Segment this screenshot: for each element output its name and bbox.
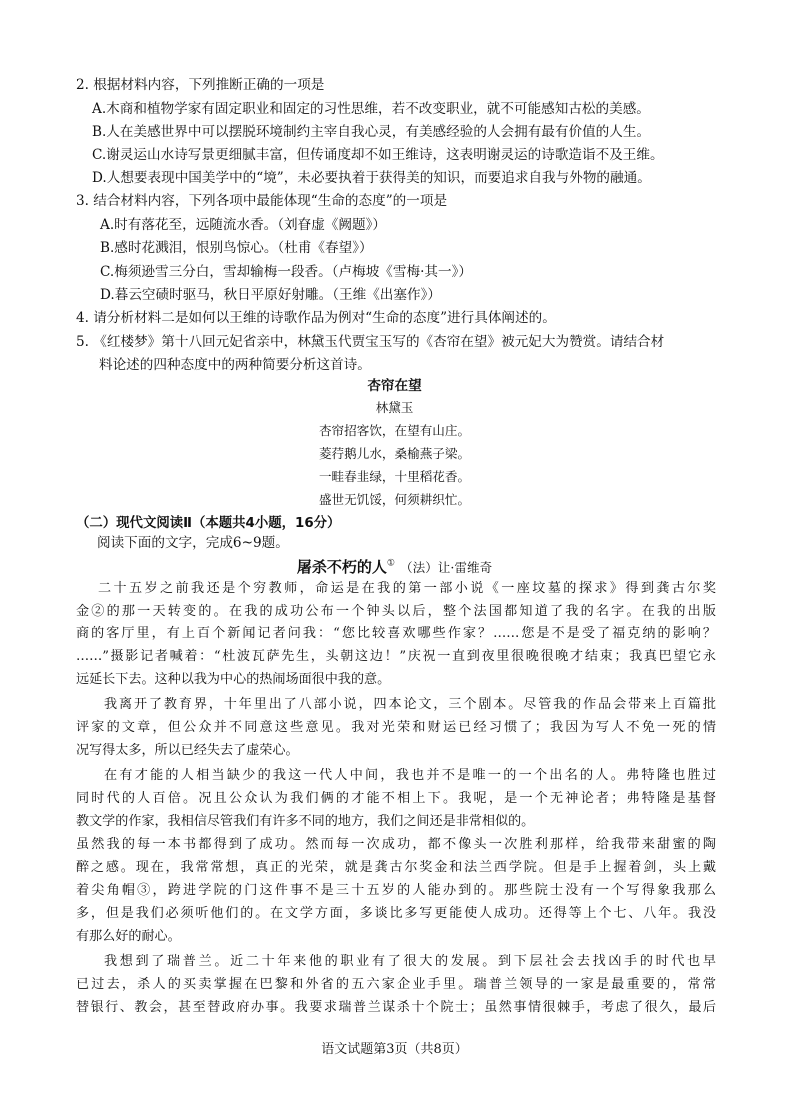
question-2-option-c: C.谢灵运山水诗写景更细腻丰富，但传诵度却不如王维诗，这表明谢灵运的诗歌造诣不及王维。 xyxy=(92,147,664,163)
story-title-line xyxy=(0,556,789,577)
story-line: 况写得太多，所以已经失去了虚荣心。 xyxy=(76,743,299,758)
question-5-line-1: 5. 《红楼梦》第十八回元妃省亲中，林黛玉代贾宝玉写的《杏帘在望》被元妃大为赞赏。请结合材 xyxy=(76,334,665,350)
story-line: 多，但是我们必须听他们的。在文学方面，多谈比多写更能使人成功。还得等上个七、八年。我没 xyxy=(76,906,716,921)
story-line: 虽然我的每一本书都得到了成功。然而每一次成功，都不像头一次胜利那样，给我带来甜蜜的陶 xyxy=(76,837,716,852)
section-heading: （二）现代文阅读Ⅱ（本题共4小题，16分） xyxy=(76,516,341,531)
poem-author: 林黛玉 xyxy=(375,400,414,415)
page-footer: 语文试题第3页（共8页） xyxy=(321,1042,468,1057)
poem-line: 菱荇鹅儿水，桑榆燕子梁。 xyxy=(318,446,471,461)
question-3-option-d: D.暮云空碛时驱马，秋日平原好射雕。（王维《出塞作》） xyxy=(100,287,441,303)
question-3-stem: 3. 结合材料内容，下列各项中最能体现“生命的态度”的一项是 xyxy=(76,193,448,209)
story-line: 我离开了教育界，十年里出了八部小说，四本论文，三个剧本。尽管我的作品会带来上百篇批 xyxy=(104,697,716,712)
section-instruction: 阅读下面的文字，完成6~9题。 xyxy=(97,535,289,551)
question-2-stem: 2. 根据材料内容，下列推断正确的一项是 xyxy=(76,77,325,93)
poem-line: 一畦春韭绿，十里稻花香。 xyxy=(318,469,471,484)
question-3-option-c: C.梅须逊雪三分白，雪却输梅一段香。（卢梅坡《雪梅·其一》） xyxy=(100,264,472,280)
story-line: 醉之感。现在，我常常想，真正的光荣，就是龚古尔奖金和法兰西学院。但是手上握着剑，头上戴 xyxy=(76,860,716,875)
story-line: 在有才能的人相当缺少的我这一代人中间，我也并不是唯一的一个出名的人。弗特隆也胜过 xyxy=(104,768,716,783)
poem-line: 盛世无饥馁，何须耕织忙。 xyxy=(318,492,471,507)
question-2-option-d: D.人想要表现中国美学中的“境”，未必要执着于获得美的知识，而要追求自我与外物的融通。 xyxy=(92,170,651,186)
question-2-option-b: B.人在美感世界中可以摆脱环境制约主宰自我心灵，有美感经验的人会拥有最有价值的人生。 xyxy=(92,124,651,140)
question-2-option-a: A.木商和植物学家有固定职业和固定的习性思维，若不改变职业，就不可能感知古松的美感。 xyxy=(92,101,650,117)
story-line: 商的客厅里，有上百个新闻记者问我：“您比较喜欢哪些作家？……您是不是受了福克纳的影响？ xyxy=(76,626,716,641)
story-line: 金②的那一天转变的。在我的成功公布一个钟头以后，整个法国都知道了我的名字。在我的出版 xyxy=(76,604,716,619)
question-3-option-a: A.时有落花至，远随流水香。（刘眘虚《阙题》） xyxy=(100,217,387,233)
story-line: 已过去，杀人的买卖掌握在巴黎和外省的五六家企业手里。瑞普兰领导的一家是最重要的，常常 xyxy=(76,977,716,992)
question-5-line-2: 料论述的四种态度中的两种简要分析这首诗。 xyxy=(99,357,371,373)
story-line: 教文学的作家，我相信尽管我们有许多不同的地方，我们之间还是非常相似的。 xyxy=(76,814,535,829)
story-line: 二十五岁之前我还是个穷教师，命运是在我的第一部小说《一座坟墓的探求》得到龚古尔奖 xyxy=(98,581,716,596)
story-line: 我想到了瑞普兰。近二十年来他的职业有了很大的发展。到下层社会去找凶手的时代也早 xyxy=(104,954,716,969)
story-line: 评家的文章，但公众并不同意这些意见。我对光荣和财运已经习惯了；我因为写人不免一死的情 xyxy=(76,720,716,735)
poem-title: 杏帘在望 xyxy=(367,378,422,394)
poem-line: 杏帘招客饮，在望有山庄。 xyxy=(318,423,471,438)
story-line: 远延长下去。这种以我为中心的热闹场面很中我的意。 xyxy=(76,672,391,687)
story-line: 替银行、教会，甚至替政府办事。我要求瑞普兰谋杀十个院士；虽然事情很棘手，考虑了很久，最后 xyxy=(76,1000,716,1015)
story-line: ……”摄影记者喊着：“杜波瓦萨先生，头朝这边！”庆祝一直到夜里很晚很晚才结束；我真巴望它永 xyxy=(76,649,716,664)
story-line: 同时代的人百倍。况且公众认为我们俩的才能不相上下。我呢，是一个无神论者；弗特隆是基督 xyxy=(76,791,716,806)
footnote-mark: ① xyxy=(386,558,395,569)
story-line: 着尖角帽③，跨进学院的门这件事不是三十五岁的人能办到的。那些院士没有一个写得象我那么 xyxy=(76,883,716,898)
story-title: 屠杀不朽的人 xyxy=(296,558,387,576)
question-3-option-b: B.感时花溅泪，恨别鸟惊心。（杜甫《春望》） xyxy=(100,240,373,256)
story-line: 有那么好的耐心。 xyxy=(76,929,181,944)
question-4: 4. 请分析材料二是如何以王维的诗歌作品为例对“生命的态度”进行具体阐述的。 xyxy=(76,310,556,326)
story-author: （法）让·雷维奇 xyxy=(400,560,493,575)
